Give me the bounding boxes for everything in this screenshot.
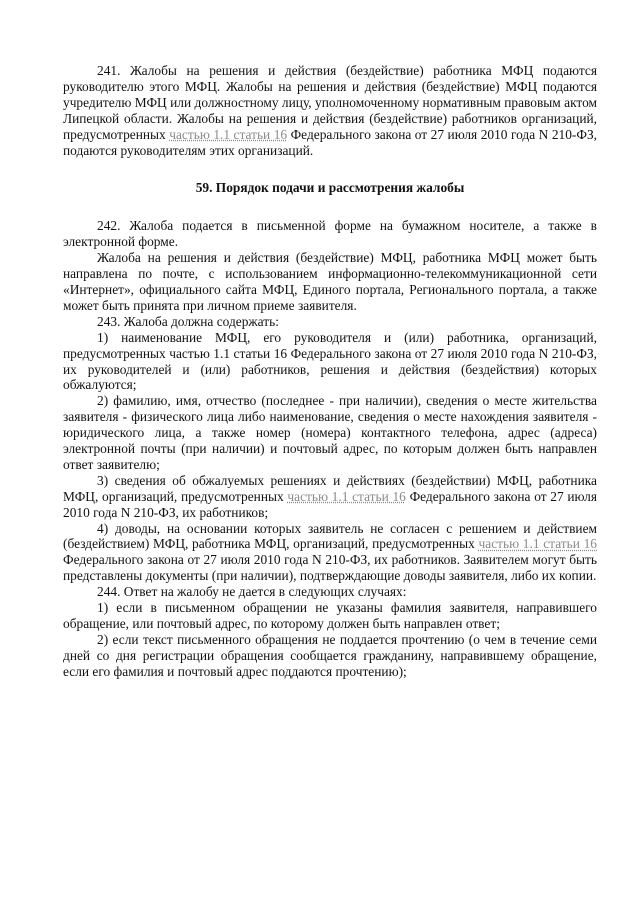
document-page [63,63,597,680]
paragraph-244-item-2: 2) если текст письменного обращения не поддается прочтению (о чем в течение семи дней со дня регистрации обращения сообщается гражданину, направившему обращение, если его фамилия и почтовый адрес поддаются прочтению); [63,631,597,679]
paragraph-244: 244. Ответ на жалобу не дается в следующих случаях: [97,584,407,600]
paragraph-243-item-2: 2) фамилию, имя, отчество (последнее - при наличии), сведения о месте жительства заявителя - физического лица либо наименование, сведения о месте нахождения заявителя - юридического лица, а также номер (номера) контактного телефона, адрес (адреса) электронной почты (при наличии) и почтовый адрес, по которым должен быть направлен ответ заявителю; [63,393,597,472]
paragraph-243-item-3 [63,473,597,521]
law-reference-link[interactable]: частью 1.1 статьи 16 [287,488,406,504]
paragraph-243-item-3-text-a: 3) сведения об обжалуемых решениях и действиях (бездействии) МФЦ, работника МФЦ, организаций, предусмотренных [63,472,597,504]
paragraph-243: 243. Жалоба должна содержать: [97,313,279,329]
law-reference-link[interactable]: частью 1.1 статьи 16 [169,126,288,142]
paragraph-242-submission: Жалоба на решения и действия (бездействие) МФЦ, работника МФЦ может быть направлена по почте, с использованием информационно-телекоммуникационной сети «Интернет», официального сайта МФЦ, Единого портала, Регионального портала, а также может быть принята при личном приеме заявителя. [63,250,597,313]
paragraph-241-text-a: 241. Жалобы на решения и действия (бездействие) работника МФЦ подаются руководителю этого МФЦ. Жалобы на решения и действия (бездействие) МФЦ подаются учредителю МФЦ или должностному лицу, уполномоченному нормативным правовым актом Липецкой области. Жалобы на решения и действия (бездействие) работников организаций, предусмотренных [63,63,597,142]
paragraph-243-item-4-text-a: 4) доводы, на основании которых заявитель не согласен с решением и действием (бездействием) МФЦ, работника МФЦ, организаций, предусмотренных [63,520,597,552]
section-heading: 59. Порядок подачи и рассмотрения жалобы [195,180,465,196]
paragraph-241-text-b: Федерального закона от 27 июля 2010 года N 210-ФЗ, подаются руководителям этих организаций. [63,126,598,158]
paragraph-243-item-4 [63,521,597,585]
paragraph-243-item-1: 1) наименование МФЦ, его руководителя и (или) работника, организаций, предусмотренных частью 1.1 статьи 16 Федерального закона от 27 июля 2010 года N 210-ФЗ, их руководителей и (или) работников, решения и действия (бездействия) которых обжалуются; [63,329,597,393]
paragraph-244-item-1: 1) если в письменном обращении не указаны фамилия заявителя, направившего обращение, или почтовый адрес, по которому должен быть направлен ответ; [63,600,597,631]
paragraph-243-item-3-text-b: Федерального закона от 27 июля 2010 года N 210-ФЗ, их работников; [63,488,598,520]
law-reference-link[interactable]: частью 1.1 статьи 16 [478,536,597,552]
paragraph-243-item-4-text-b: Федерального закона от 27 июля 2010 года N 210-ФЗ, их работников. Заявителем могут быть представлены документы (при наличии), подтверждающие доводы заявителя, либо их копии. [63,552,597,584]
paragraph-242: 242. Жалоба подается в письменной форме на бумажном носителе, а также в электронной форме. [63,218,597,250]
paragraph-241 [63,63,597,158]
